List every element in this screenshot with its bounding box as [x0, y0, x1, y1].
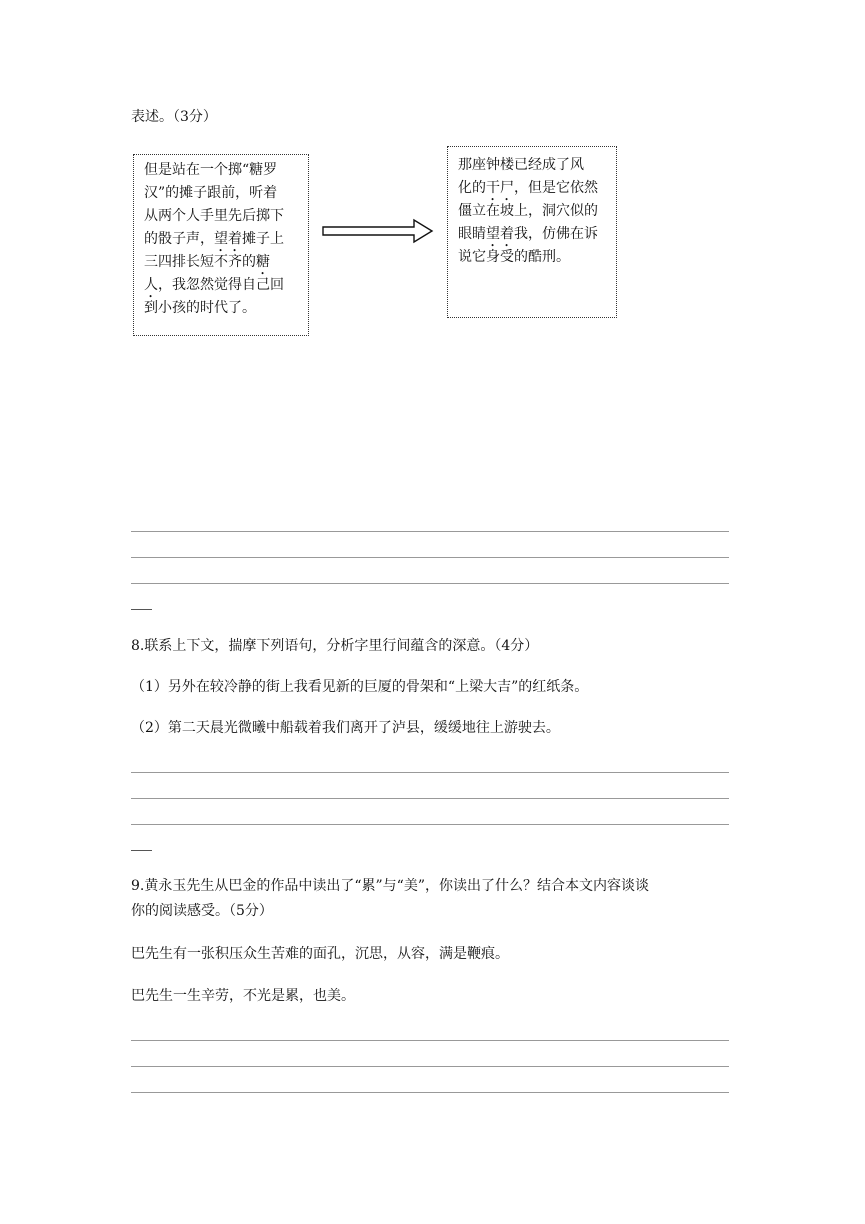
- q8-item-2: （2）第二天晨光微曦中船载着我们离开了泸县，缓缓地往上游驶去。: [131, 720, 560, 736]
- answer-line[interactable]: [131, 1092, 729, 1093]
- emphasized-word: 人: [144, 277, 158, 293]
- left-box-line: 三四排长短不齐的糖: [144, 254, 270, 270]
- right-box-line: 那座钟楼已经成了风: [458, 157, 584, 173]
- answer-line[interactable]: [131, 1040, 729, 1041]
- right-arrow-icon: [322, 218, 434, 244]
- q9-question-line-2: 你的阅读感受。（5分）: [131, 903, 273, 919]
- emphasized-word: 望着: [214, 231, 242, 247]
- answer-line[interactable]: [131, 772, 729, 773]
- right-box-line: 说它身受的酷刑。: [458, 249, 570, 265]
- q9-quote-2: 巴先生一生辛劳，不光是累，也美。: [131, 988, 355, 1004]
- left-box-line: 的骰子声，望着摊子上: [144, 231, 284, 247]
- left-box-line: 到小孩的时代了。: [144, 300, 256, 316]
- q7-intro: 表述。（3分）: [131, 109, 217, 125]
- left-box-line: 但是站在一个掷“糖罗: [144, 162, 278, 178]
- answer-line-end: [131, 850, 152, 851]
- q8-item-1: （1）另外在较冷静的街上我看见新的巨厦的骨架和“上梁大吉”的红纸条。: [131, 679, 589, 695]
- left-box-line: 汉”的摊子跟前，听着: [144, 185, 278, 201]
- right-box-line: 僵立在坡上，洞穴似的: [458, 203, 598, 219]
- left-box-line: 从两个人手里先后掷下: [144, 208, 284, 224]
- q9-question-line-1: 9.黄永玉先生从巴金的作品中读出了“累”与“美”，你读出了什么？结合本文内容谈谈: [131, 878, 649, 894]
- q8-question: 8.联系上下文，揣摩下列语句，分析字里行间蕴含的深意。（4分）: [131, 638, 539, 654]
- answer-line[interactable]: [131, 583, 729, 584]
- left-quote-box: [133, 154, 309, 336]
- answer-line[interactable]: [131, 557, 729, 558]
- right-box-line: 化的干尸，但是它依然: [458, 180, 598, 196]
- emphasized-word: 糖: [256, 254, 270, 270]
- answer-line[interactable]: [131, 531, 729, 532]
- answer-line[interactable]: [131, 798, 729, 799]
- answer-line[interactable]: [131, 824, 729, 825]
- answer-line[interactable]: [131, 1066, 729, 1067]
- right-box-line: 眼睛望着我，仿佛在诉: [458, 226, 598, 242]
- q9-quote-1: 巴先生有一张积压众生苦难的面孔，沉思，从容，满是鞭痕。: [131, 946, 509, 962]
- emphasized-word: 干尸: [486, 180, 514, 196]
- right-quote-box: [447, 146, 617, 318]
- answer-line-end: [131, 609, 152, 610]
- emphasized-word: 望着: [486, 226, 514, 242]
- left-box-line: 人，我忽然觉得自己回: [144, 277, 284, 293]
